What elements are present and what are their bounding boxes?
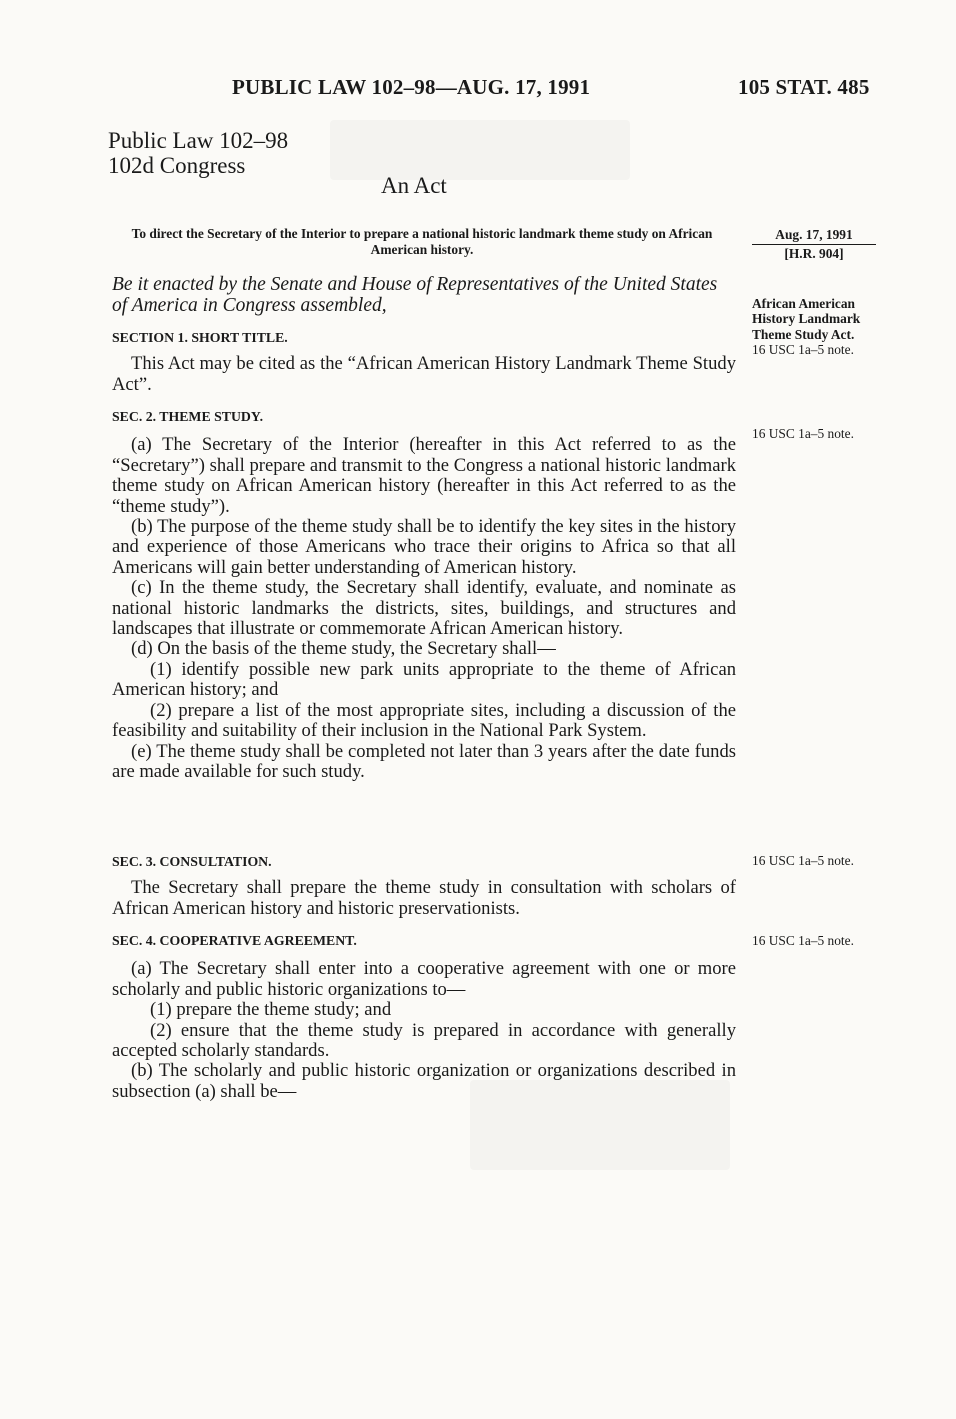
paragraph: (d) On the basis of the theme study, the Secretary shall— [131, 638, 556, 660]
citation-note: 16 USC 1a–5 note. [752, 342, 854, 358]
running-head-right: 105 STAT. 485 [738, 75, 870, 99]
paragraph: (b) The purpose of the theme study shall be to identify the key sites in the history and experience of those Americans who trace their origins to Africa so that all Americans will gain better understanding of American history. [112, 516, 736, 578]
section-3 [112, 852, 736, 919]
date-box [752, 226, 876, 262]
paragraph: The Secretary shall prepare the theme study in consultation with scholars of African American history and historic preservationists. [112, 877, 736, 919]
section-heading: SEC. 2. THEME STUDY. [112, 409, 264, 424]
section-2 [112, 407, 736, 782]
public-law-number: Public Law 102–98 [108, 128, 289, 153]
paragraph: (c) In the theme study, the Secretary shall identify, evaluate, and nominate as national historic landmarks the districts, sites, buildings, and structures and landscapes that illustrate or commemorate African American history. [112, 577, 736, 640]
clause: (2) ensure that the theme study is prepared in accordance with generally accepted scholarly standards. [112, 1019, 736, 1062]
section-heading: SEC. 3. CONSULTATION. [112, 854, 272, 869]
citation-note: 16 USC 1a–5 note. [752, 426, 854, 441]
citation-note: 16 USC 1a–5 note. [752, 933, 854, 948]
enacting-clause: Be it enacted by the Senate and House of Representatives of the United States of America in Congress assembled, [112, 274, 718, 316]
section-heading: SEC. 4. COOPERATIVE AGREEMENT. [112, 933, 357, 948]
citation-note: 16 USC 1a–5 note. [752, 853, 854, 868]
margin-note-short-title [752, 296, 872, 358]
paragraph: (b) The scholarly and public historic organization or organizations described in subsection (a) shall be— [112, 1060, 736, 1102]
section-heading: SECTION 1. SHORT TITLE. [112, 330, 288, 345]
scan-artifact [330, 120, 630, 180]
paragraph: (e) The theme study shall be completed not later than 3 years after the date funds are made available for such study. [112, 740, 736, 782]
paragraph: (a) The Secretary of the Interior (hereafter in this Act referred to as the “Secretary”) shall prepare and transmit to the Congress a national historic landmark theme study on African American history (hereafter in this Act referred to as the “theme study”). [112, 434, 736, 517]
public-law-block [108, 128, 288, 178]
paragraph: This Act may be cited as the “African American History Landmark Theme Study Act”. [112, 353, 736, 395]
clause: (1) identify possible new park units appropriate to the theme of African American history; and [112, 658, 736, 701]
margin-note-section-3 [752, 853, 872, 868]
act-title: An Act [381, 173, 447, 198]
section-1 [112, 328, 736, 395]
margin-note-section-4 [752, 933, 872, 948]
paragraph: (a) The Secretary shall enter into a cooperative agreement with one or more scholarly and public historic organizations to— [112, 958, 736, 1000]
purpose-statement: To direct the Secretary of the Interior to prepare a national historic landmark theme study on African American history. [131, 226, 713, 257]
running-head-left: PUBLIC LAW 102–98—AUG. 17, 1991 [232, 75, 591, 99]
enactment-date: Aug. 17, 1991 [752, 226, 876, 245]
clause: (1) prepare the theme study; and [150, 999, 392, 1021]
short-title-note: African American History Landmark Theme Study Act. [752, 296, 861, 342]
section-4 [112, 931, 736, 1102]
margin-note-section-2 [752, 426, 872, 441]
clause: (2) prepare a list of the most appropriate sites, including a discussion of the feasibility and suitability of their inclusion in the National Park System. [112, 699, 736, 742]
congress-number: 102d Congress [108, 153, 246, 178]
bill-number: [H.R. 904] [784, 246, 844, 261]
